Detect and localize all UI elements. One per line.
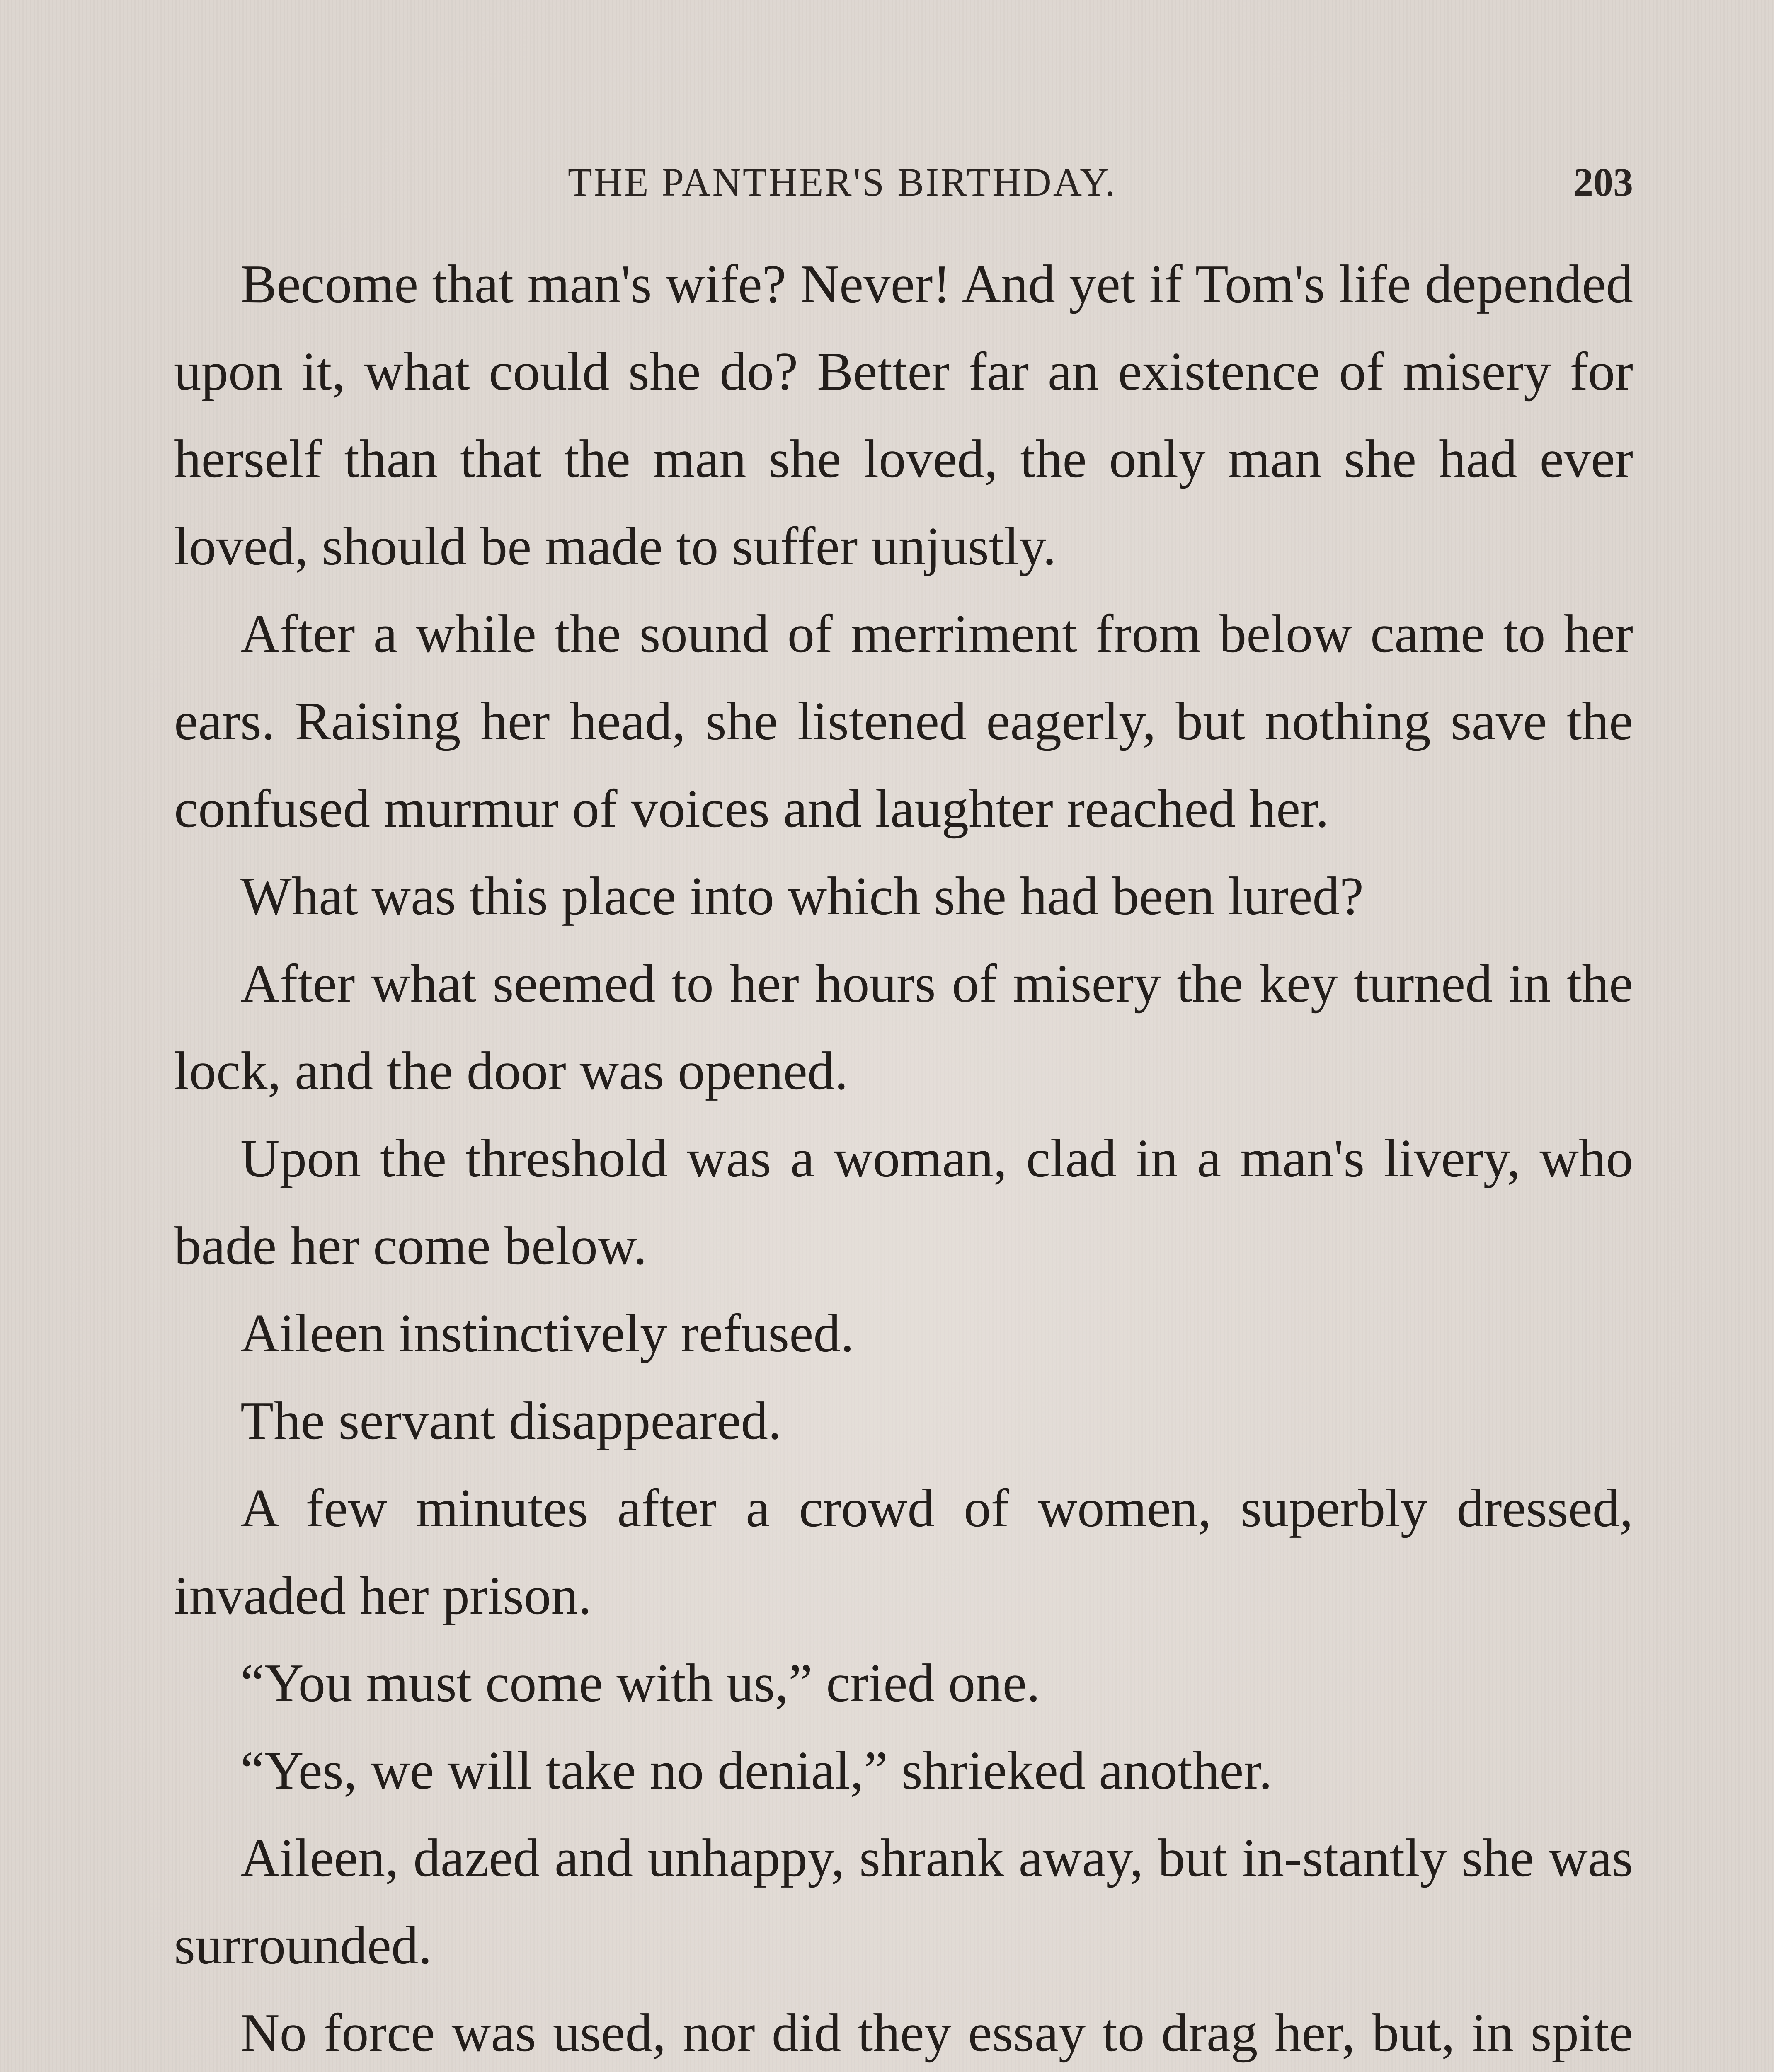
paragraph: Aileen, dazed and unhappy, shrank away, but in-stantly she was surrounded. — [174, 1828, 1633, 1975]
paragraph: After a while the sound of merriment from below came to her ears. Raising her head, she listened eagerly, but nothing save the confused murmur of voices and laughter reached her. — [174, 604, 1633, 839]
paragraph: No force was used, nor did they essay to drag her, but, in spite — [240, 2003, 1633, 2063]
paragraph: “You must come with us,” cried one. — [240, 1653, 1040, 1713]
running-title: THE PANTHER'S BIRTHDAY. — [568, 160, 1117, 204]
paragraph: After what seemed to her hours of misery the key turned in the lock, and the door was opened. — [174, 954, 1633, 1101]
page-number: 203 — [1573, 160, 1633, 204]
paragraph: Become that man's wife? Never! And yet if Tom's life depended upon it, what could she do? Better far an existence of misery for herself than that the man she loved, the only man she had ever loved, should be made to suffer unjustly. — [174, 254, 1633, 576]
paragraph: What was this place into which she had been lured? — [240, 866, 1364, 926]
running-head — [174, 153, 1633, 211]
paragraph: The servant disappeared. — [240, 1391, 782, 1451]
paragraph: Upon the threshold was a woman, clad in a man's livery, who bade her come below. — [174, 1128, 1633, 1276]
paragraph: Aileen instinctively refused. — [240, 1303, 854, 1363]
text-body — [174, 240, 1633, 2072]
paragraph: “Yes, we will take no denial,” shrieked another. — [240, 1740, 1272, 1801]
paragraph: A few minutes after a crowd of women, superbly dressed, invaded her prison. — [174, 1478, 1633, 1626]
